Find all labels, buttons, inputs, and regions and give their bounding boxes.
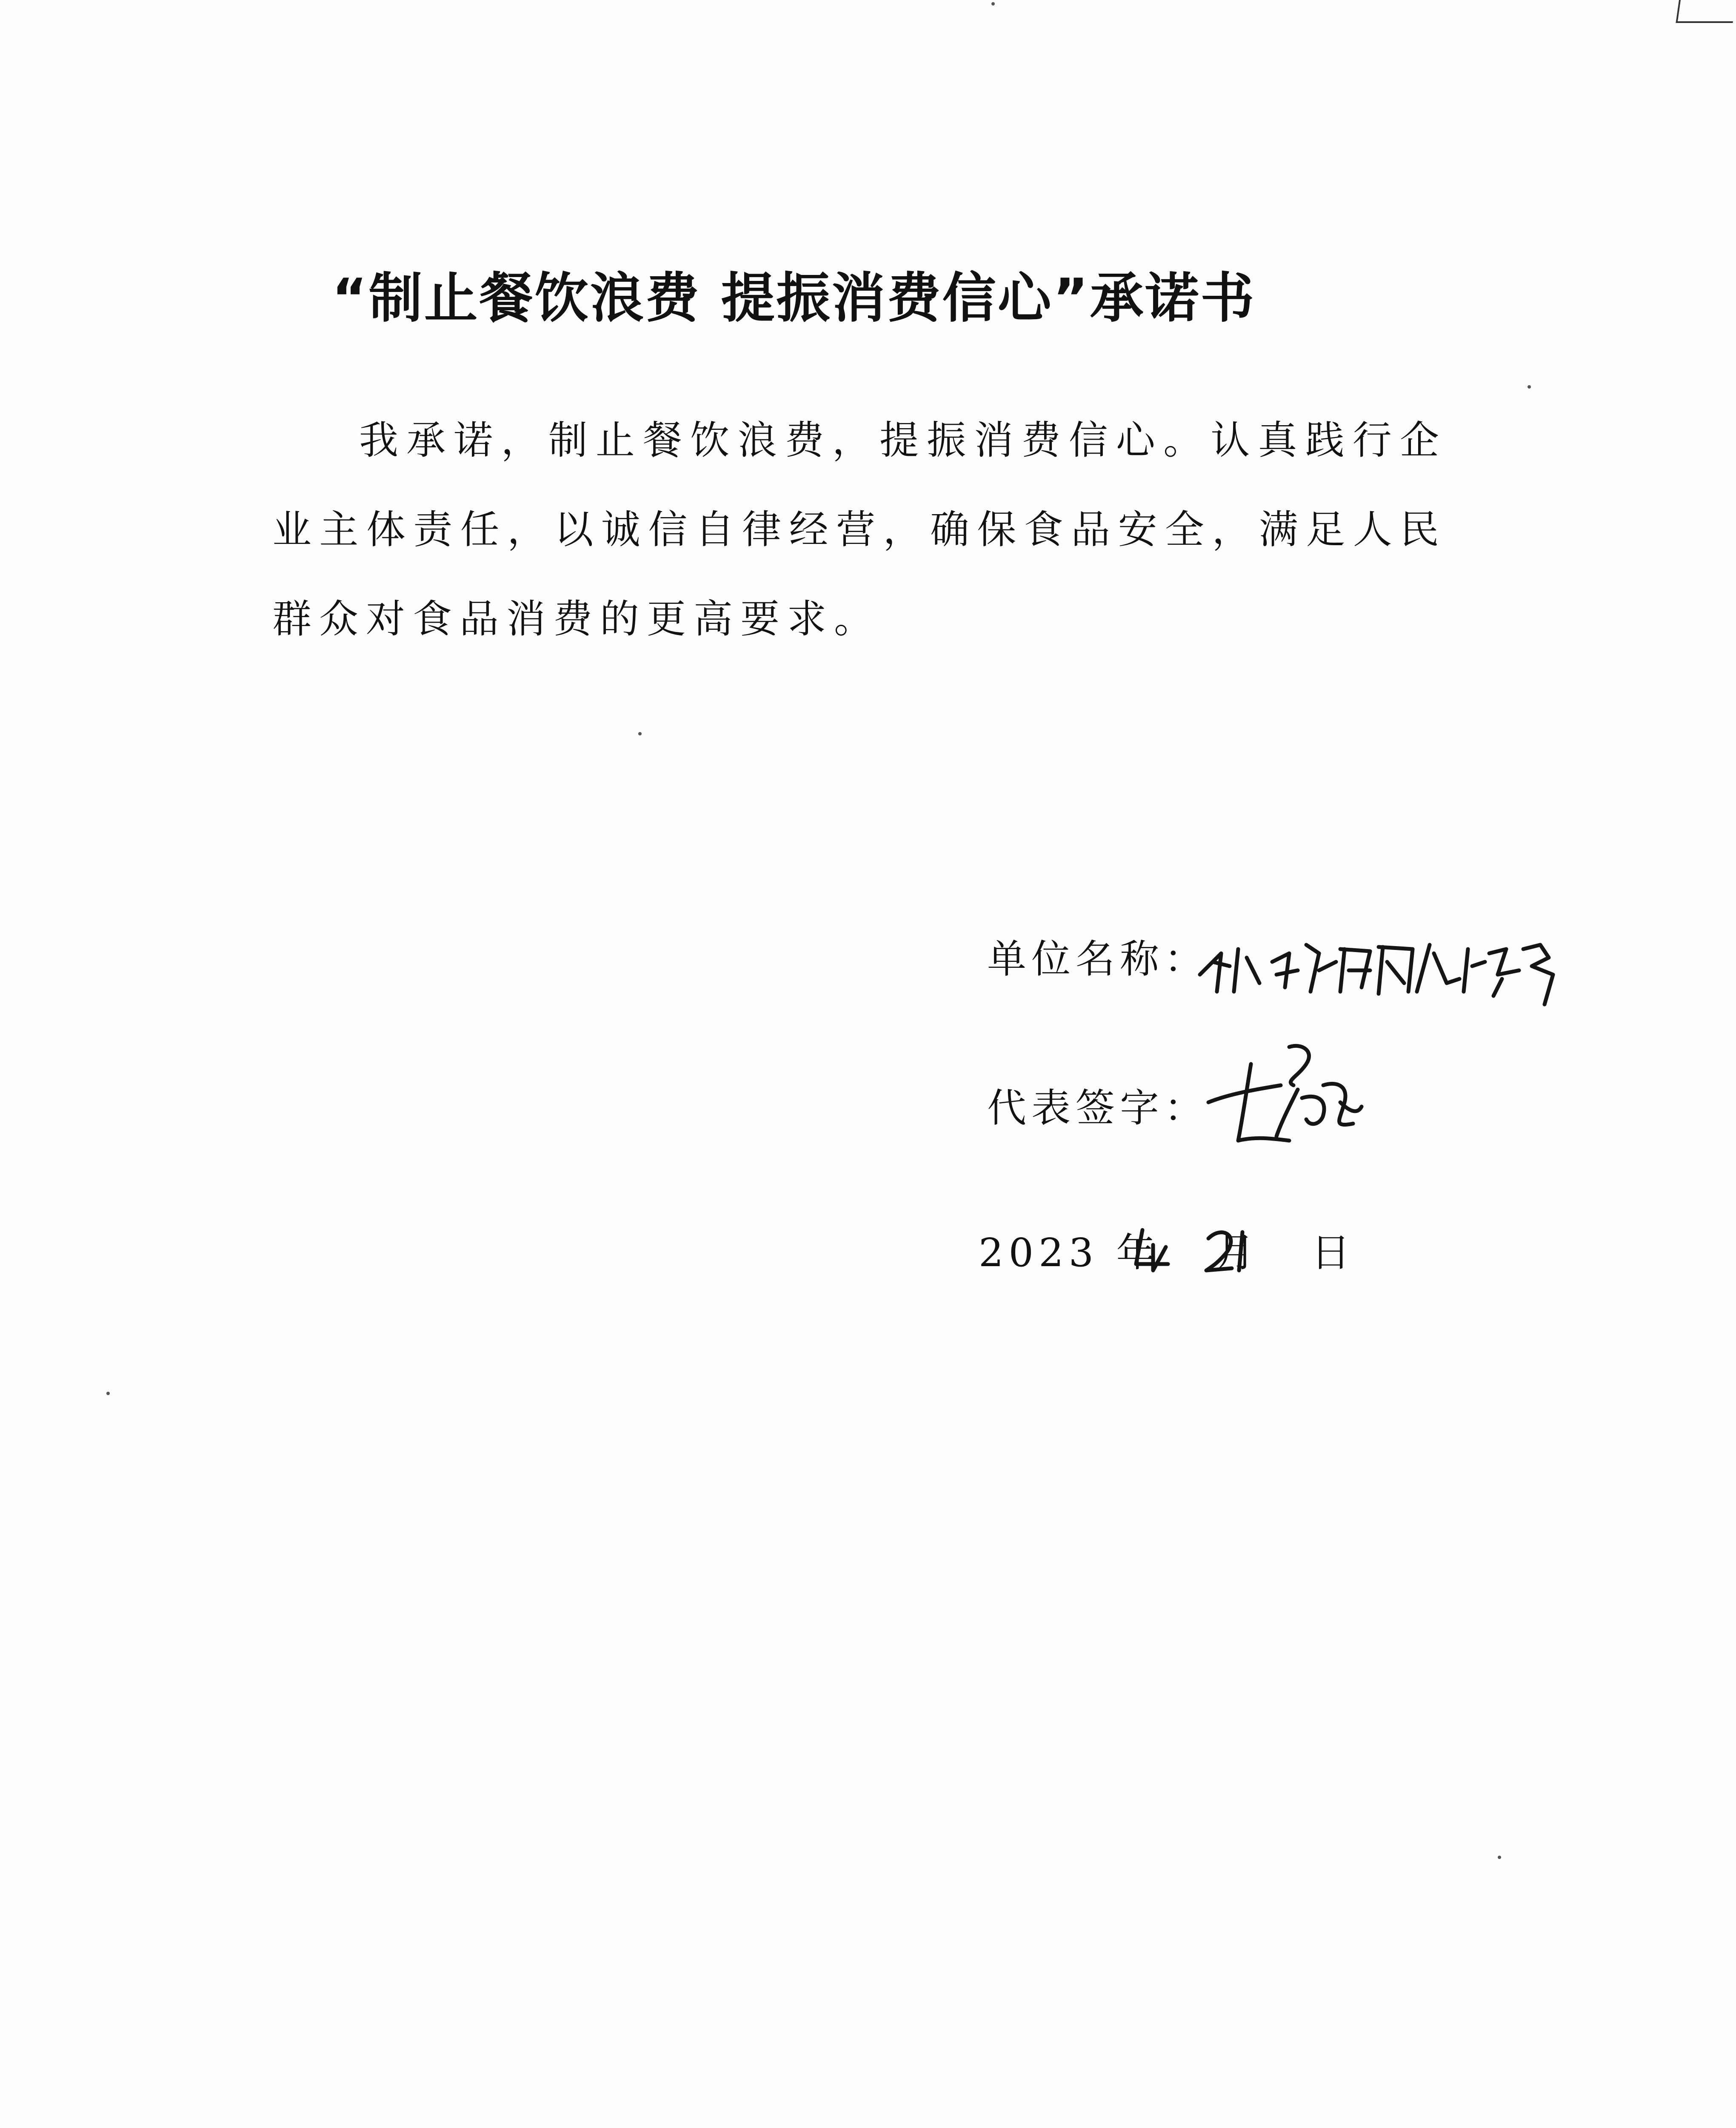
date-month-label: 月: [1216, 1230, 1260, 1276]
scan-speck: [1498, 1856, 1501, 1859]
signature-row: [987, 1077, 1208, 1133]
scan-speck: [1528, 385, 1531, 389]
unit-name-label: 单位名称：: [987, 936, 1209, 982]
date-day-label: 日: [1311, 1230, 1356, 1276]
date-handwriting: [1128, 1221, 1268, 1277]
document-title: “制止餐饮浪费 提振消费信心”承诺书: [332, 267, 1256, 329]
pledge-paragraph: 我承诺，制止餐饮浪费，提振消费信心。认真践行企业主体责任，以诚信自律经营，确保食品安全，满足人民群众对食品消费的更高要求。: [272, 418, 1447, 642]
unit-name-row: [987, 928, 1208, 984]
scan-corner-mark: [1676, 0, 1736, 23]
signature-label: 代表签字：: [987, 1085, 1209, 1131]
unit-name-handwriting: [1191, 911, 1566, 1013]
scan-speck: [106, 1392, 110, 1395]
representative-signature: [1204, 1038, 1366, 1158]
scan-speck: [991, 2, 995, 6]
date-year: 2023 年: [979, 1230, 1161, 1276]
scan-speck: [638, 732, 642, 735]
